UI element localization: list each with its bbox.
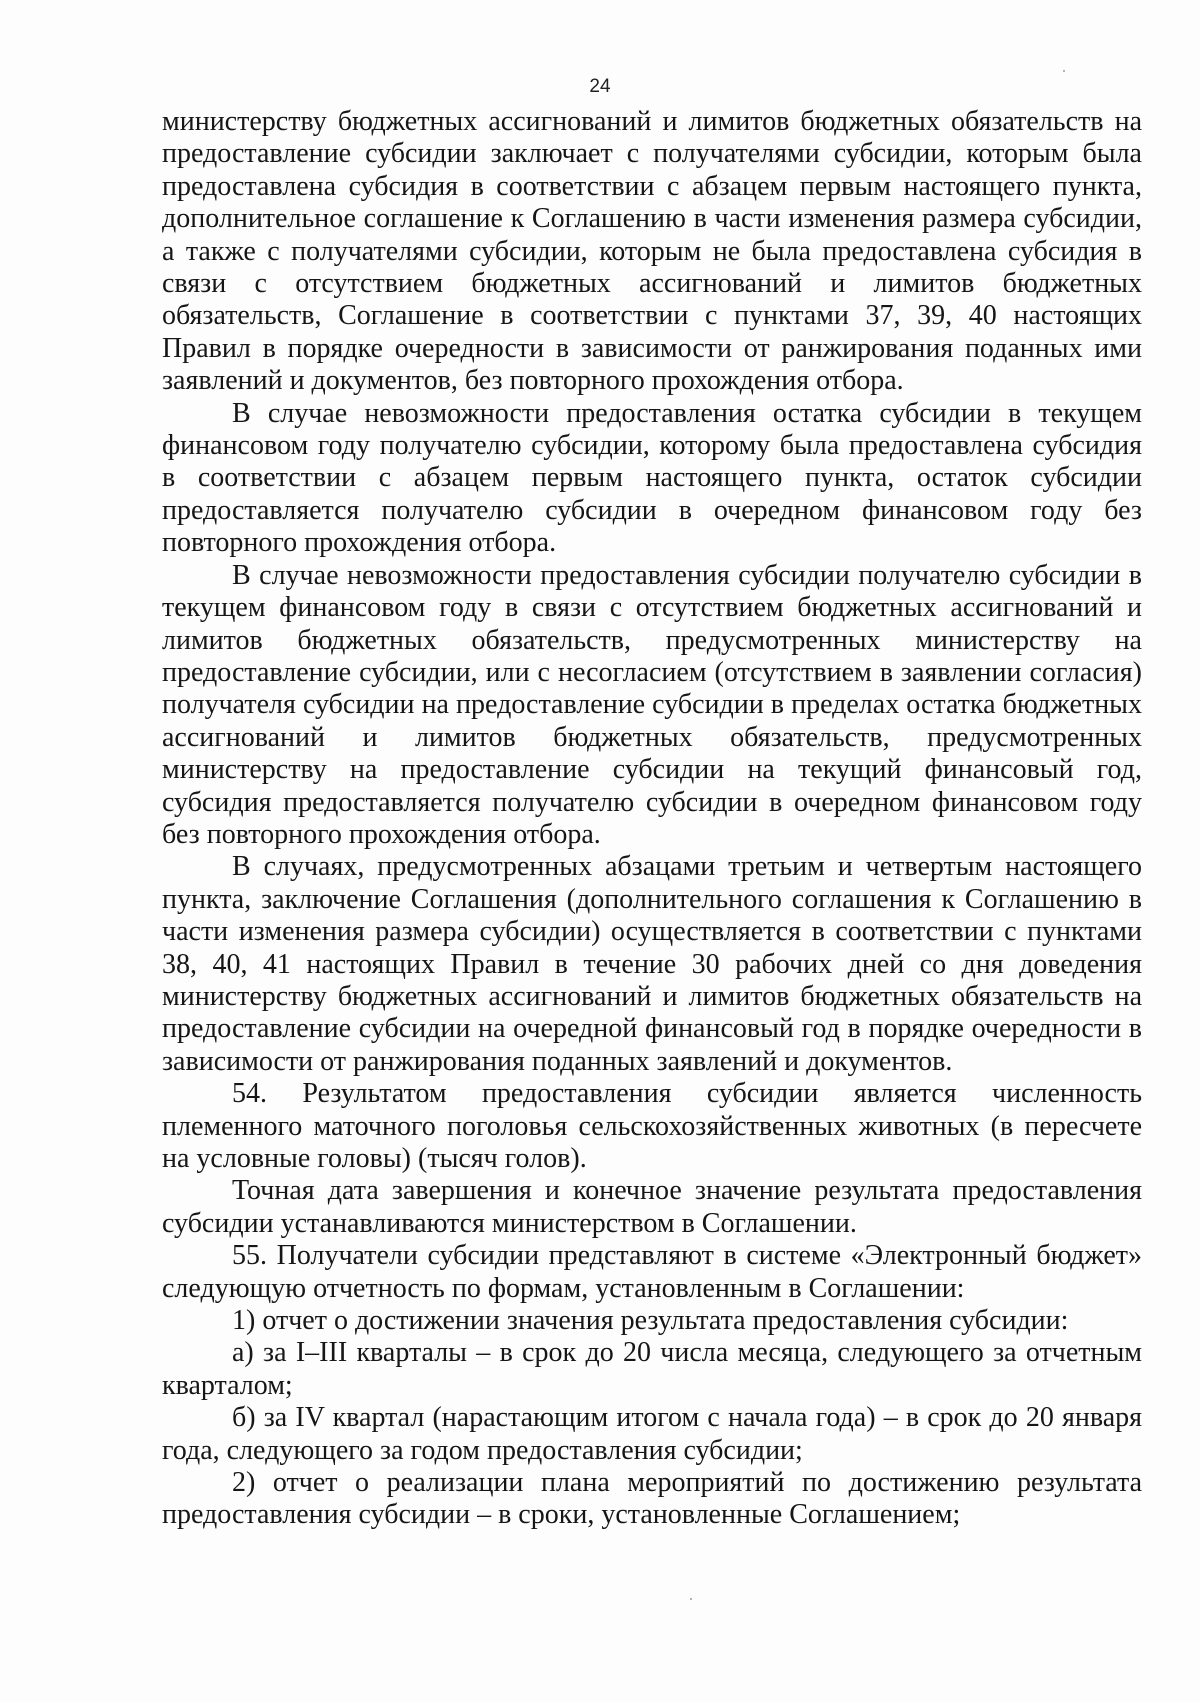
- paragraph-item-54: 54. Результатом предоставления субсидии является численность племенного маточного поголовья сельскохозяйственных животных (в пересчете на условные головы) (тысяч голов).: [162, 1078, 1142, 1174]
- list-item: б) за IV квартал (нарастающим итогом с начала года) – в срок до 20 января года, следующего за годом предоставления субсидии;: [162, 1402, 1142, 1466]
- paragraph-continuation: министерству бюджетных ассигнований и лимитов бюджетных обязательств на предоставление субсидии заключает с получателями субсидии, которым была предоставлена субсидия в соответствии с абзацем первым настоящего пункта, дополнительное соглашение к Соглашению в части изменения размера субсидии, а также с получателями субсидии, которым не была предоставлена субсидия в связи с отсутствием бюджетных ассигнований и лимитов бюджетных обязательств, Соглашение в соответствии с пунктами 37, 39, 40 настоящих Правил в порядке очередности в зависимости от ранжирования поданных ими заявлений и документов, без повторного прохождения отбора.: [162, 106, 1142, 397]
- list-item: а) за I–III кварталы – в срок до 20 числа месяца, следующего за отчетным кварталом;: [162, 1337, 1142, 1401]
- scan-speck: [1063, 70, 1065, 72]
- paragraph: В случае невозможности предоставления субсидии получателю субсидии в текущем финансовом году в связи с отсутствием бюджетных ассигнований и лимитов бюджетных обязательств, предусмотренных министерству на предоставление субсидии, или с несогласием (отсутствием в заявлении согласия) получателя субсидии на предоставление субсидии в пределах остатка бюджетных ассигнований и лимитов бюджетных обязательств, предусмотренных министерству на предоставление субсидии на текущий финансовый год, субсидия предоставляется получателю субсидии в очередном финансовом году без повторного прохождения отбора.: [162, 559, 1142, 850]
- page-number: 24: [589, 76, 611, 97]
- paragraph: В случаях, предусмотренных абзацами третьим и четвертым настоящего пункта, заключение Соглашения (дополнительного соглашения к Соглашению в части изменения размера субсидии) осуществляется в соответствии с пунктами 38, 40, 41 настоящих Правил в течение 30 рабочих дней со дня доведения министерству бюджетных ассигнований и лимитов бюджетных обязательств на предоставление субсидии на очередной финансовый год в порядке очередности в зависимости от ранжирования поданных заявлений и документов.: [162, 851, 1142, 1077]
- list-item: 2) отчет о реализации плана мероприятий по достижению результата предоставления субсидии – в сроки, установленные Соглашением;: [162, 1467, 1142, 1531]
- paragraph: В случае невозможности предоставления остатка субсидии в текущем финансовом году получателю субсидии, которому была предоставлена субсидия в соответствии с абзацем первым настоящего пункта, остаток субсидии предоставляется получателю субсидии в очередном финансовом году без повторного прохождения отбора.: [162, 397, 1142, 559]
- paragraph: Точная дата завершения и конечное значение результата предоставления субсидии устанавливаются министерством в Соглашении.: [162, 1175, 1142, 1239]
- scan-speck: [690, 1598, 692, 1600]
- list-item: 1) отчет о достижении значения результата предоставления субсидии:: [232, 1305, 1069, 1337]
- document-body: [162, 106, 1142, 1532]
- paragraph-item-55: 55. Получатели субсидии представляют в системе «Электронный бюджет» следующую отчетность по формам, установленным в Соглашении:: [162, 1240, 1142, 1304]
